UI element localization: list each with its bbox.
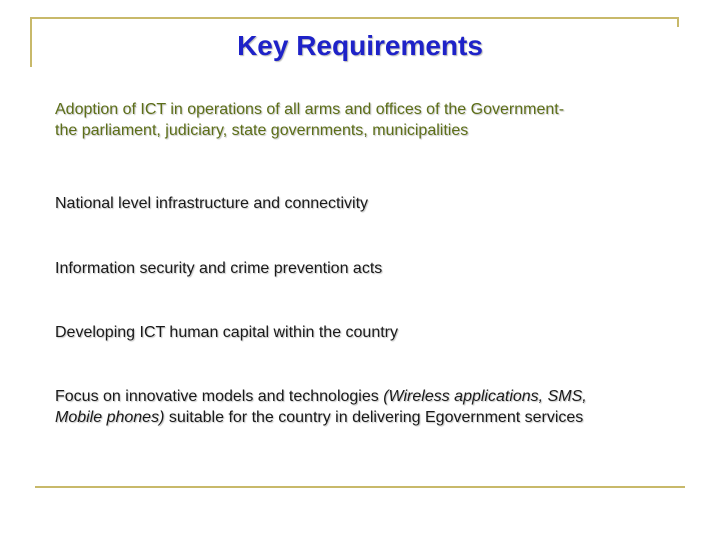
requirement-text: Focus on innovative models and technologies xyxy=(55,388,384,405)
requirement-line xyxy=(55,386,695,407)
requirement-item-security xyxy=(55,258,695,279)
frame-right-rule xyxy=(677,17,679,27)
requirement-line: Adoption of ICT in operations of all arms and offices of the Government- xyxy=(55,101,565,118)
requirement-text: suitable for the country in delivering Egovernment services xyxy=(164,409,584,426)
requirement-line: Information security and crime prevention acts xyxy=(55,260,383,277)
requirement-line: National level infrastructure and connectivity xyxy=(55,195,369,212)
requirement-item-innovative-models xyxy=(55,386,695,428)
requirement-line xyxy=(55,407,695,428)
frame-top-rule xyxy=(30,17,679,19)
requirement-text-italic: Mobile phones) xyxy=(55,409,165,426)
slide-title: Key Requirements xyxy=(237,30,483,61)
requirement-item-ict-adoption xyxy=(55,99,695,141)
requirement-line: Developing ICT human capital within the country xyxy=(55,324,398,341)
frame-bottom-rule xyxy=(35,486,685,488)
requirement-line: the parliament, judiciary, state governments, municipalities xyxy=(55,122,469,139)
requirement-item-human-capital xyxy=(55,322,695,343)
requirement-item-infrastructure xyxy=(55,193,695,214)
requirement-text-italic: (Wireless applications, SMS, xyxy=(383,388,587,405)
